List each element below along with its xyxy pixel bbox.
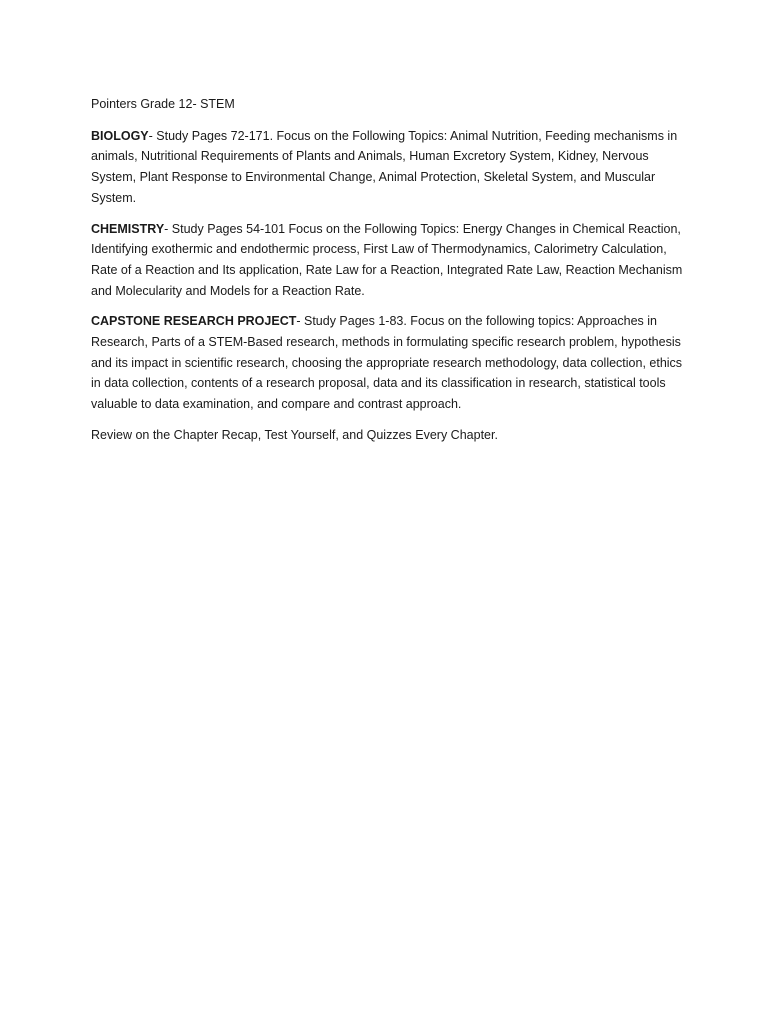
section-capstone [91, 311, 691, 415]
section-capstone-subject: CAPSTONE RESEARCH PROJECT [91, 314, 297, 329]
section-chemistry-subject: CHEMISTRY [91, 221, 165, 236]
section-biology-subject: BIOLOGY [91, 128, 149, 143]
section-capstone-text: - Study Pages 1-83. Focus on the following topics: Approaches in Research, Parts of a STEM-Based research, methods in formulating specific research problem, hypothesis and its impact in scientific research, choosing the appropriate research methodology, data collection, ethics in data collection, contents of a research proposal, data and its classification in research, statistical tools valuable to data examination, and compare and contrast approach. [91, 314, 683, 412]
closing-note: Review on the Chapter Recap, Test Yourself, and Quizzes Every Chapter. [91, 427, 498, 442]
section-biology [91, 126, 691, 209]
section-chemistry [91, 219, 691, 302]
section-chemistry-text: - Study Pages 54-101 Focus on the Following Topics: Energy Changes in Chemical Reaction, Identifying exothermic and endothermic process, First Law of Thermodynamics, Calorimetry Calculation, Rate of a Reaction and Its application, Rate Law for a Reaction, Integrated Rate Law, Reaction Mechanism and Molecularity and Models for a Reaction Rate. [91, 221, 683, 298]
document-title: Pointers Grade 12- STEM [91, 97, 235, 111]
document-page [91, 94, 691, 456]
section-biology-text: - Study Pages 72-171. Focus on the Following Topics: Animal Nutrition, Feeding mechanisms in animals, Nutritional Requirements of Plants and Animals, Human Excretory System, Kidney, Nervous System, Plant Response to Environmental Change, Animal Protection, Skeletal System, and Muscular System. [91, 128, 678, 205]
